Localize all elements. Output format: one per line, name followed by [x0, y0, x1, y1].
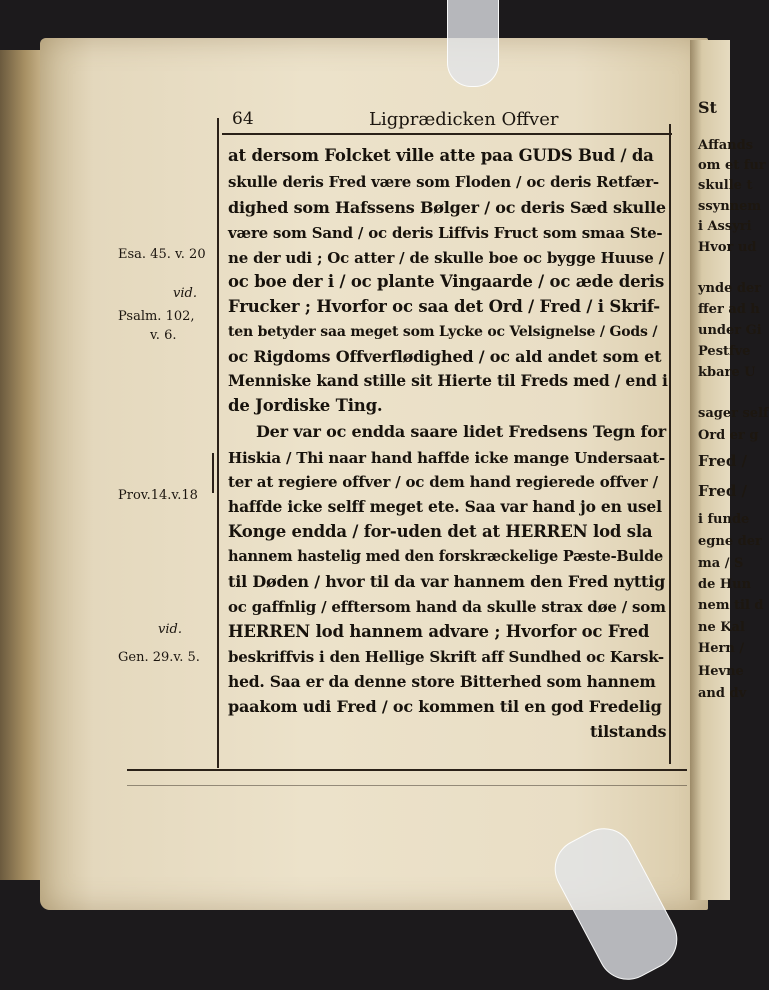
text-line: være som Sand / oc deris Liffvis Fruct som smaa Ste- — [228, 224, 663, 242]
text-line: Frucker ; Hvorfor oc saa det Ord / Fred / i Skrif- — [228, 297, 660, 316]
adjacent-page — [690, 40, 769, 900]
footer-rule-faint — [127, 785, 687, 786]
text-line: ter at regiere offver / oc dem hand regierede offver / — [228, 473, 658, 491]
adjacent-page-fragment: om et fur — [698, 158, 766, 173]
adjacent-page-fragment: Ord er g — [698, 428, 759, 443]
adjacent-page-fragment: de Hun — [698, 577, 752, 592]
adjacent-page-fragment: sager self — [698, 406, 769, 421]
column-rule-left — [217, 118, 219, 768]
text-line: dighed som Hafssens Bølger / oc deris Sæd skulle — [228, 198, 666, 217]
text-line: paakom udi Fred / oc kommen til en god Fredelig — [228, 697, 662, 716]
text-line: de Jordiske Ting. — [228, 396, 383, 415]
adjacent-page-fragment: ffer ad h — [698, 302, 760, 317]
adjacent-page-fragment: skulle t — [698, 178, 753, 193]
adjacent-page-fragment: Pestfve — [698, 344, 751, 359]
adjacent-page-fragment: kbare U — [698, 365, 756, 380]
margin-note: Gen. 29.v. 5. — [118, 650, 200, 665]
adjacent-page-fragment: Fred / — [698, 482, 748, 500]
adjacent-page-fragment: Hvor ud — [698, 240, 757, 255]
column-rule-right — [669, 124, 671, 764]
text-line: oc Rigdoms Offverflødighed / oc ald andet som et — [228, 347, 662, 366]
footer-rule — [127, 769, 687, 771]
catchword: tilstands — [590, 722, 667, 741]
margin-note: vid. — [173, 286, 197, 301]
column-rule-mark — [212, 453, 214, 493]
adjacent-page-fragment: ssynnem — [698, 199, 762, 214]
margin-note: v. 6. — [150, 328, 177, 343]
text-line: til Døden / hvor til da var hannem den Fred nyttig — [228, 572, 666, 591]
adjacent-page-fragment: ne Kal — [698, 620, 745, 635]
adjacent-page-fragment: ma / S — [698, 556, 744, 571]
text-line: haffde icke selff meget ete. Saa var hand jo en usel — [228, 497, 662, 516]
margin-note: Prov.14.v.18 — [118, 488, 198, 503]
adjacent-page-fragment: Hevne — [698, 664, 744, 679]
text-line: HERREN lod hannem advare ; Hvorfor oc Fred — [228, 622, 650, 641]
page-number: 64 — [232, 109, 254, 129]
adjacent-page-fragment: ynde der — [698, 281, 762, 296]
running-title: Ligprædicken Offver — [369, 109, 559, 130]
adjacent-page-fragment: i Assyri — [698, 219, 752, 234]
header-rule — [222, 133, 672, 135]
text-line: hed. Saa er da denne store Bitterhed som hannem — [228, 672, 656, 691]
adjacent-page-fragment: under Gi — [698, 323, 762, 338]
adjacent-page-fragment: Fred / — [698, 452, 748, 470]
adjacent-page-fragment: i funde — [698, 512, 750, 527]
text-line: oc gaffnlig / efftersom hand da skulle strax døe / som — [228, 598, 666, 616]
margin-note: Psalm. 102, — [118, 309, 195, 324]
text-line: oc boe der i / oc plante Vingaarde / oc æde deris — [228, 272, 665, 291]
page-holder-clip-top — [447, 0, 499, 87]
text-line: skulle deris Fred være som Floden / oc deris Retfær- — [228, 173, 659, 191]
text-line: Der var oc endda saare lidet Fredsens Tegn for — [256, 422, 666, 441]
adjacent-page-fragment: egne der — [698, 534, 762, 549]
text-line: Menniske kand stille sit Hierte til Freds med / end i — [228, 371, 668, 390]
adjacent-page-fragment: and dv — [698, 686, 747, 701]
adjacent-page-fragment: Hern / — [698, 641, 745, 656]
text-line: hannem hastelig med den forskræckelige Pæste-Bulde — [228, 548, 664, 565]
text-line: ne der udi ; Oc atter / de skulle boe oc bygge Huuse / — [228, 249, 664, 267]
adjacent-page-fragment: Affands — [698, 138, 754, 153]
adjacent-page-fragment: nem til d — [698, 598, 764, 613]
adjacent-page-fragment: St — [698, 98, 717, 117]
text-line: Konge endda / for-uden det at HERREN lod sla — [228, 522, 653, 541]
margin-note: vid. — [158, 622, 182, 637]
text-line: Hiskia / Thi naar hand haffde icke mange Undersaat- — [228, 449, 666, 467]
margin-note: Esa. 45. v. 20 — [118, 247, 206, 262]
text-line: at dersom Folcket ville atte paa GUDS Bud / da — [228, 146, 654, 165]
text-line: ten betyder saa meget som Lycke oc Velsignelse / Gods / — [228, 324, 658, 340]
text-line: beskriffvis i den Hellige Skrift aff Sundhed oc Karsk- — [228, 648, 664, 666]
